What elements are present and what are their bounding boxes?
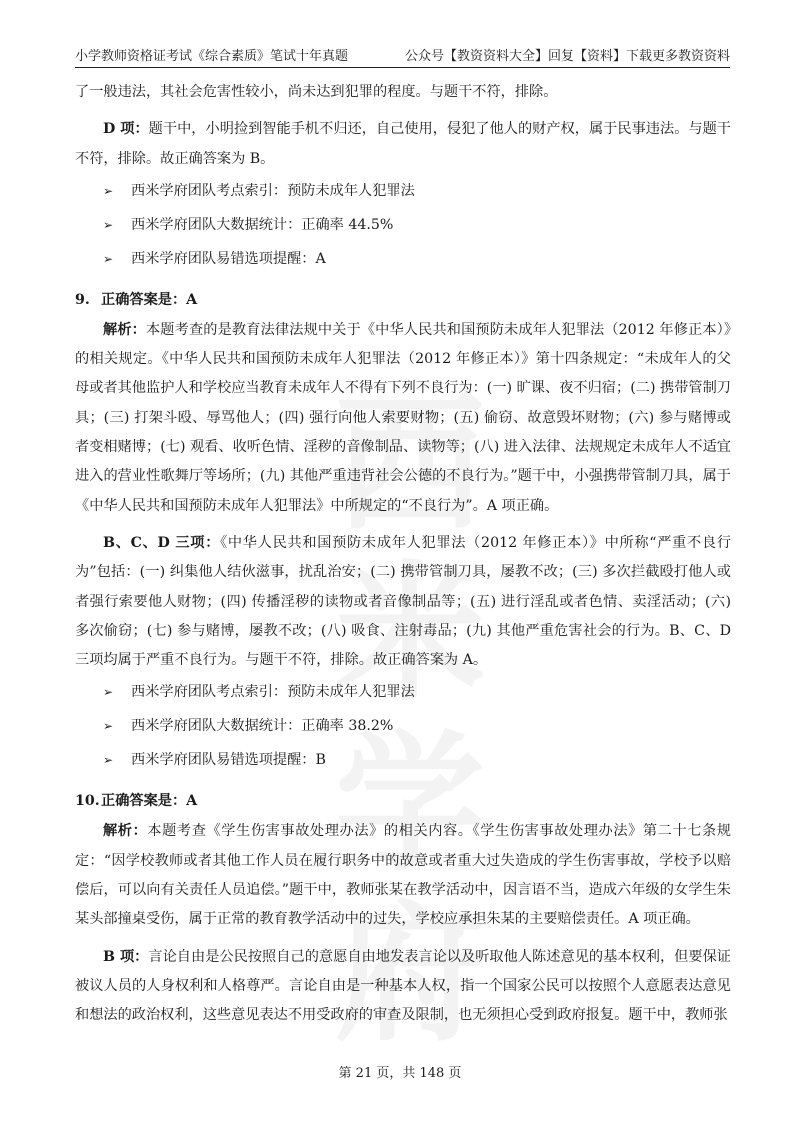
arrow-bullet-icon: ➢ — [103, 753, 114, 768]
q9-answer-heading — [75, 284, 731, 316]
arrow-bullet-icon: ➢ — [103, 217, 114, 232]
bullet-item — [75, 743, 731, 777]
bullet-item — [75, 242, 731, 276]
header-right-note: 公众号【教资资料大全】回复【资料】下载更多教资资料 — [404, 49, 730, 64]
header-left-title: 小学教师资格证考试《综合素质》笔试十年真题 — [75, 49, 349, 64]
bullet-item — [75, 208, 731, 242]
bullet-text: 西米学府团队大数据统计：正确率 38.2% — [131, 718, 394, 735]
q9-bcd-text: 《中华人民共和国预防未成年人犯罪法（2012 年修正本）》中所称“严重不良行为”包括：(一) 纠集他人结伙滋事，扰乱治安；(二) 携带管制刀具，屡教不改；(三) 多次拦截殴打他人或者强行索要他人财物；(四) 传播淫秽的读物或者音像制品等；(五) 进行淫乱或者色情、卖淫活动；(六) 多次偷窃；(七) 参与赌博，屡教不改；(八) 吸食、注射毒品；(九) 其他严重危害社会的行为。B、C、D 三项均属于严重不良行为。与题干不符，排除。故正确答案为 A。 — [75, 534, 732, 669]
q10-option-b-lead: B 项： — [103, 948, 149, 965]
page-header — [75, 40, 730, 68]
q10-analysis-lead: 解析： — [103, 823, 148, 840]
q8-bullet-list — [75, 174, 731, 276]
bullet-item — [75, 174, 731, 208]
q10-analysis — [75, 817, 731, 934]
q10-number: 10. — [75, 793, 100, 810]
document-body — [75, 78, 731, 1031]
bullet-text: 西米学府团队大数据统计：正确率 44.5% — [131, 216, 394, 233]
q9-number: 9. — [75, 291, 90, 308]
q9-analysis — [75, 316, 731, 521]
arrow-bullet-icon: ➢ — [103, 685, 114, 700]
arrow-bullet-icon: ➢ — [103, 719, 114, 734]
continued-paragraph: 了一般违法，其社会危害性较小，尚未达到犯罪的程度。与题干不符，排除。 — [75, 84, 558, 100]
page-footer: 第 21 页，共 148 页 — [338, 1066, 462, 1081]
bullet-text: 西米学府团队易错选项提醒：B — [131, 752, 326, 769]
q9-analysis-lead: 解析： — [103, 321, 146, 338]
bullet-text: 西米学府团队易错选项提醒：A — [131, 250, 326, 267]
option-d-lead: D 项： — [103, 121, 149, 138]
option-d-paragraph — [75, 115, 731, 174]
q10-analysis-text: 本题考查《学生伤害事故处理办法》的相关内容。《学生伤害事故处理办法》第二十七条规定：“因学校教师或者其他工作人员在履行职务中的故意或者重大过失造成的学生伤害事故，学校予以赔偿后，可以向有关责任人员追偿。”题干中，教师张某在教学活动中，因言语不当，造成六年级的女学生朱某头部撞桌受伤，属于正常的教育教学活动中的过失，学校应承担朱某的主要赔偿责任。A 项正确。 — [75, 823, 731, 928]
q9-bcd-lead: B、C、D 三项： — [103, 534, 221, 551]
q9-bullet-list — [75, 675, 731, 777]
q10-option-b-text: 言论自由是公民按照自己的意愿自由地发表言论以及听取他人陈述意见的基本权利，但要保证被议人员的人身权利和人格尊严。言论自由是一种基本人权，指一个国家公民可以按照个人意愿表达意见和想法的政治权利，这些意见表达不用受政府的审查及限制，也无须担心受到政府报复。题干中，教师张 — [75, 948, 731, 1024]
q9-analysis-text: 本题考查的是教育法律法规中关于《中华人民共和国预防未成年人犯罪法（2012 年修正本）》的相关规定。《中华人民共和国预防未成年人犯罪法（2012 年修正本）》第十四条规定：“未成年人的父母或者其他监护人和学校应当教育未成年人不得有下列不良行为：(一) 旷课、夜不归宿；(二) 携带管制刀具；(三) 打架斗殴、辱骂他人；(四) 强行向他人索要财物；(五) 偷窃、故意毁坏财物；(六) 参与赌博或者变相赌博；(七) 观看、收听色情、淫秽的音像制品、读物等；(八) 进入法律、法规规定未成年人不适宜进入的营业性歌舞厅等场所；(九) 其他严重违背社会公德的不良行为。”题干中，小强携带管制刀具，属于《中华人民共和国预防未成年人犯罪法》中所规定的“不良行为”。A 项正确。 — [75, 321, 731, 514]
q10-option-b-paragraph — [75, 943, 731, 1031]
bullet-text: 西米学府团队考点索引：预防未成年人犯罪法 — [131, 684, 415, 701]
bullet-item — [75, 675, 731, 709]
q9-title: 正确答案是：A — [101, 291, 198, 308]
bullet-text: 西米学府团队考点索引：预防未成年人犯罪法 — [131, 182, 415, 199]
bullet-item — [75, 709, 731, 743]
option-d-text: 题干中，小明捡到智能手机不归还，自己使用，侵犯了他人的财产权，属于民事违法。与题干不符，排除。故正确答案为 B。 — [75, 121, 731, 167]
q10-title: 正确答案是：A — [101, 793, 198, 810]
arrow-bullet-icon: ➢ — [103, 251, 114, 266]
arrow-bullet-icon: ➢ — [103, 183, 114, 198]
q10-answer-heading — [75, 785, 731, 817]
q9-bcd-paragraph — [75, 529, 731, 675]
